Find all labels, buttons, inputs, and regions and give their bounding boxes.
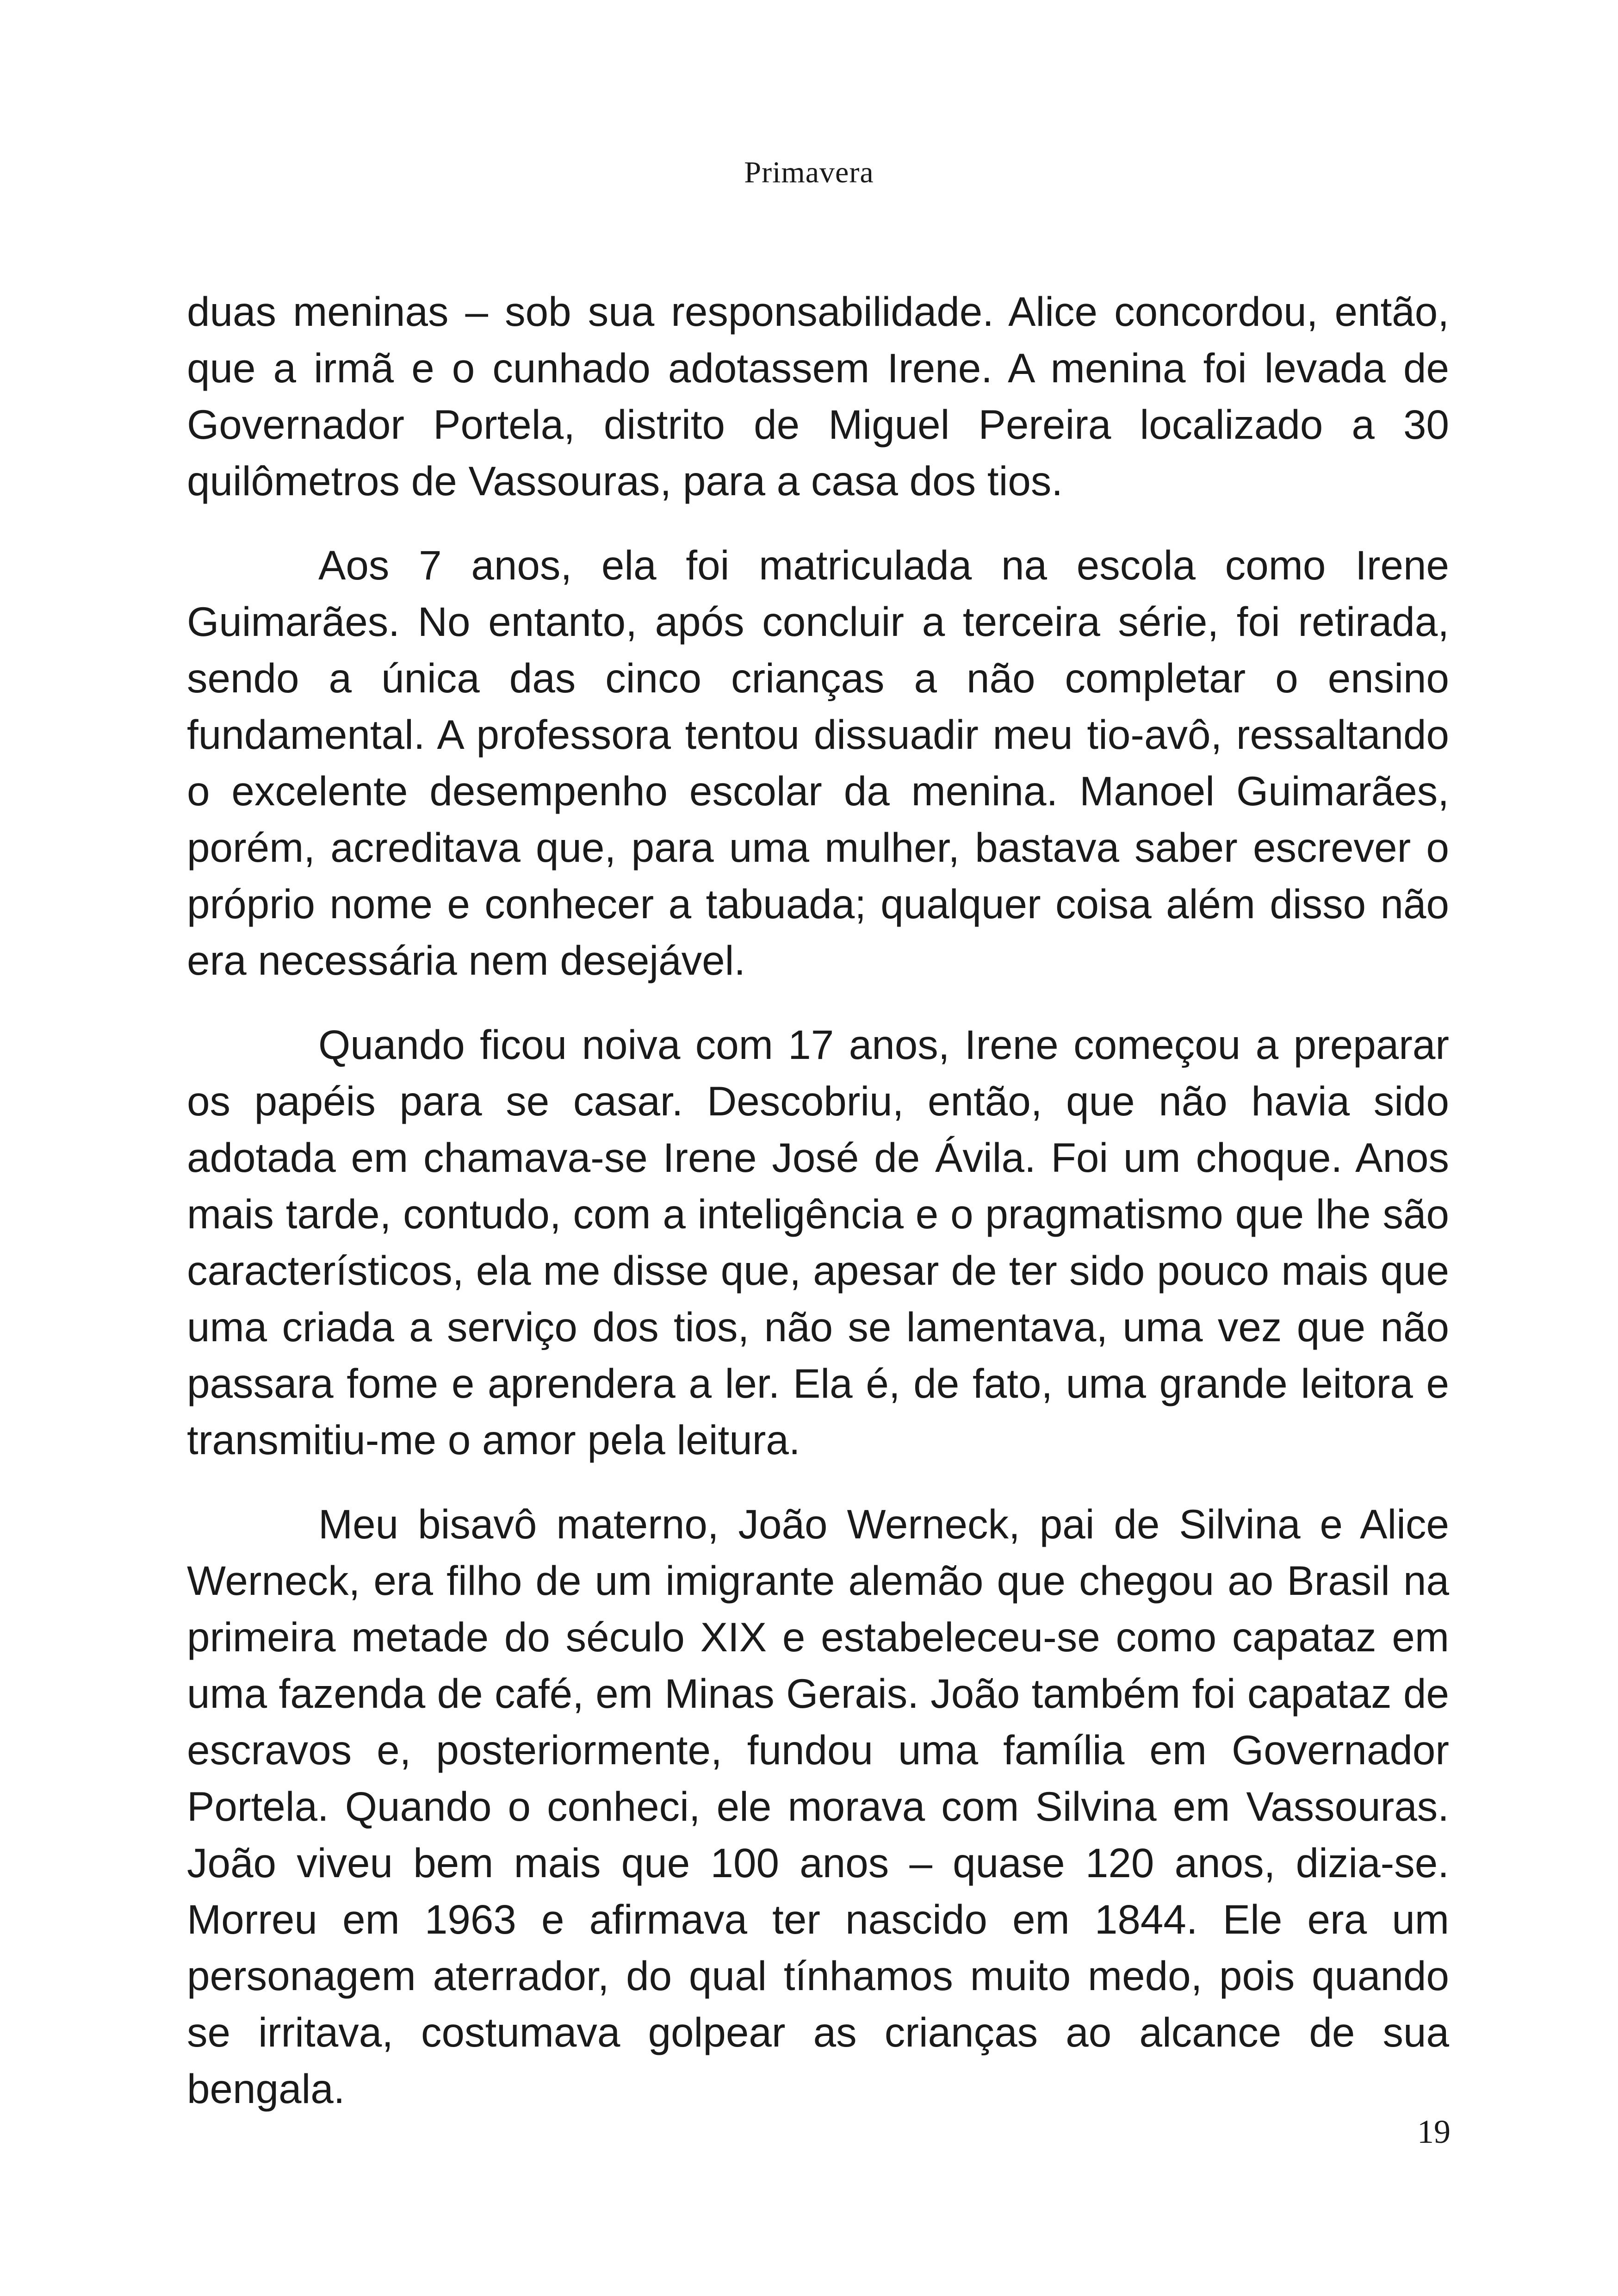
paragraph-3: Quando ficou noiva com 17 anos, Irene começou a preparar os papéis para se casar. Descobriu, então, que não havia sido adotada em chamava-se Irene José de Ávila. Foi um choque. Anos mais tarde, contudo, com a inteligência e o pragmatismo que lhe são característicos, ela me disse que, apesar de ter sido pouco mais que uma criada a serviço dos tios, não se lamentava, uma vez que não passara fome e aprendera a ler. Ela é, de fato, uma grande leitora e transmitiu-me o amor pela leitura. (187, 1021, 1449, 1463)
body-text (187, 283, 1449, 2145)
paragraph-4: Meu bisavô materno, João Werneck, pai de Silvina e Alice Werneck, era filho de um imigrante alemão que chegou ao Brasil na primeira metade do século XIX e estabeleceu-se como capataz em uma fazenda de café, em Minas Gerais. João também foi capataz de escravos e, posteriormente, fundou uma família em Governador Portela. Quando o conheci, ele morava com Silvina em Vassouras. João viveu bem mais que 100 anos – quase 120 anos, dizia-se. Morreu em 1963 e afirmava ter nascido em 1844. Ele era um personagem aterrador, do qual tínhamos muito medo, pois quando se irritava, costumava golpear as crianças ao alcance de sua bengala. (187, 1501, 1449, 2112)
page-number: 19 (1417, 2113, 1451, 2150)
paragraph-2: Aos 7 anos, ela foi matriculada na escola como Irene Guimarães. No entanto, após concluir a terceira série, foi retirada, sendo a única das cinco crianças a não completar o ensino fundamental. A professora tentou dissuadir meu tio-avô, ressaltando o excelente desempenho escolar da menina. Manoel Guimarães, porém, acreditava que, para uma mulher, bastava saber escrever o próprio nome e conhecer a tabuada; qualquer coisa além disso não era necessária nem desejável. (187, 542, 1449, 983)
paragraph-1: duas meninas – sob sua responsabilidade. Alice concordou, então, que a irmã e o cunhado adotassem Irene. A menina foi levada de Governador Portela, distrito de Miguel Pereira localizado a 30 quilômetros de Vassouras, para a casa dos tios. (187, 288, 1449, 504)
running-head: Primavera (744, 156, 874, 189)
